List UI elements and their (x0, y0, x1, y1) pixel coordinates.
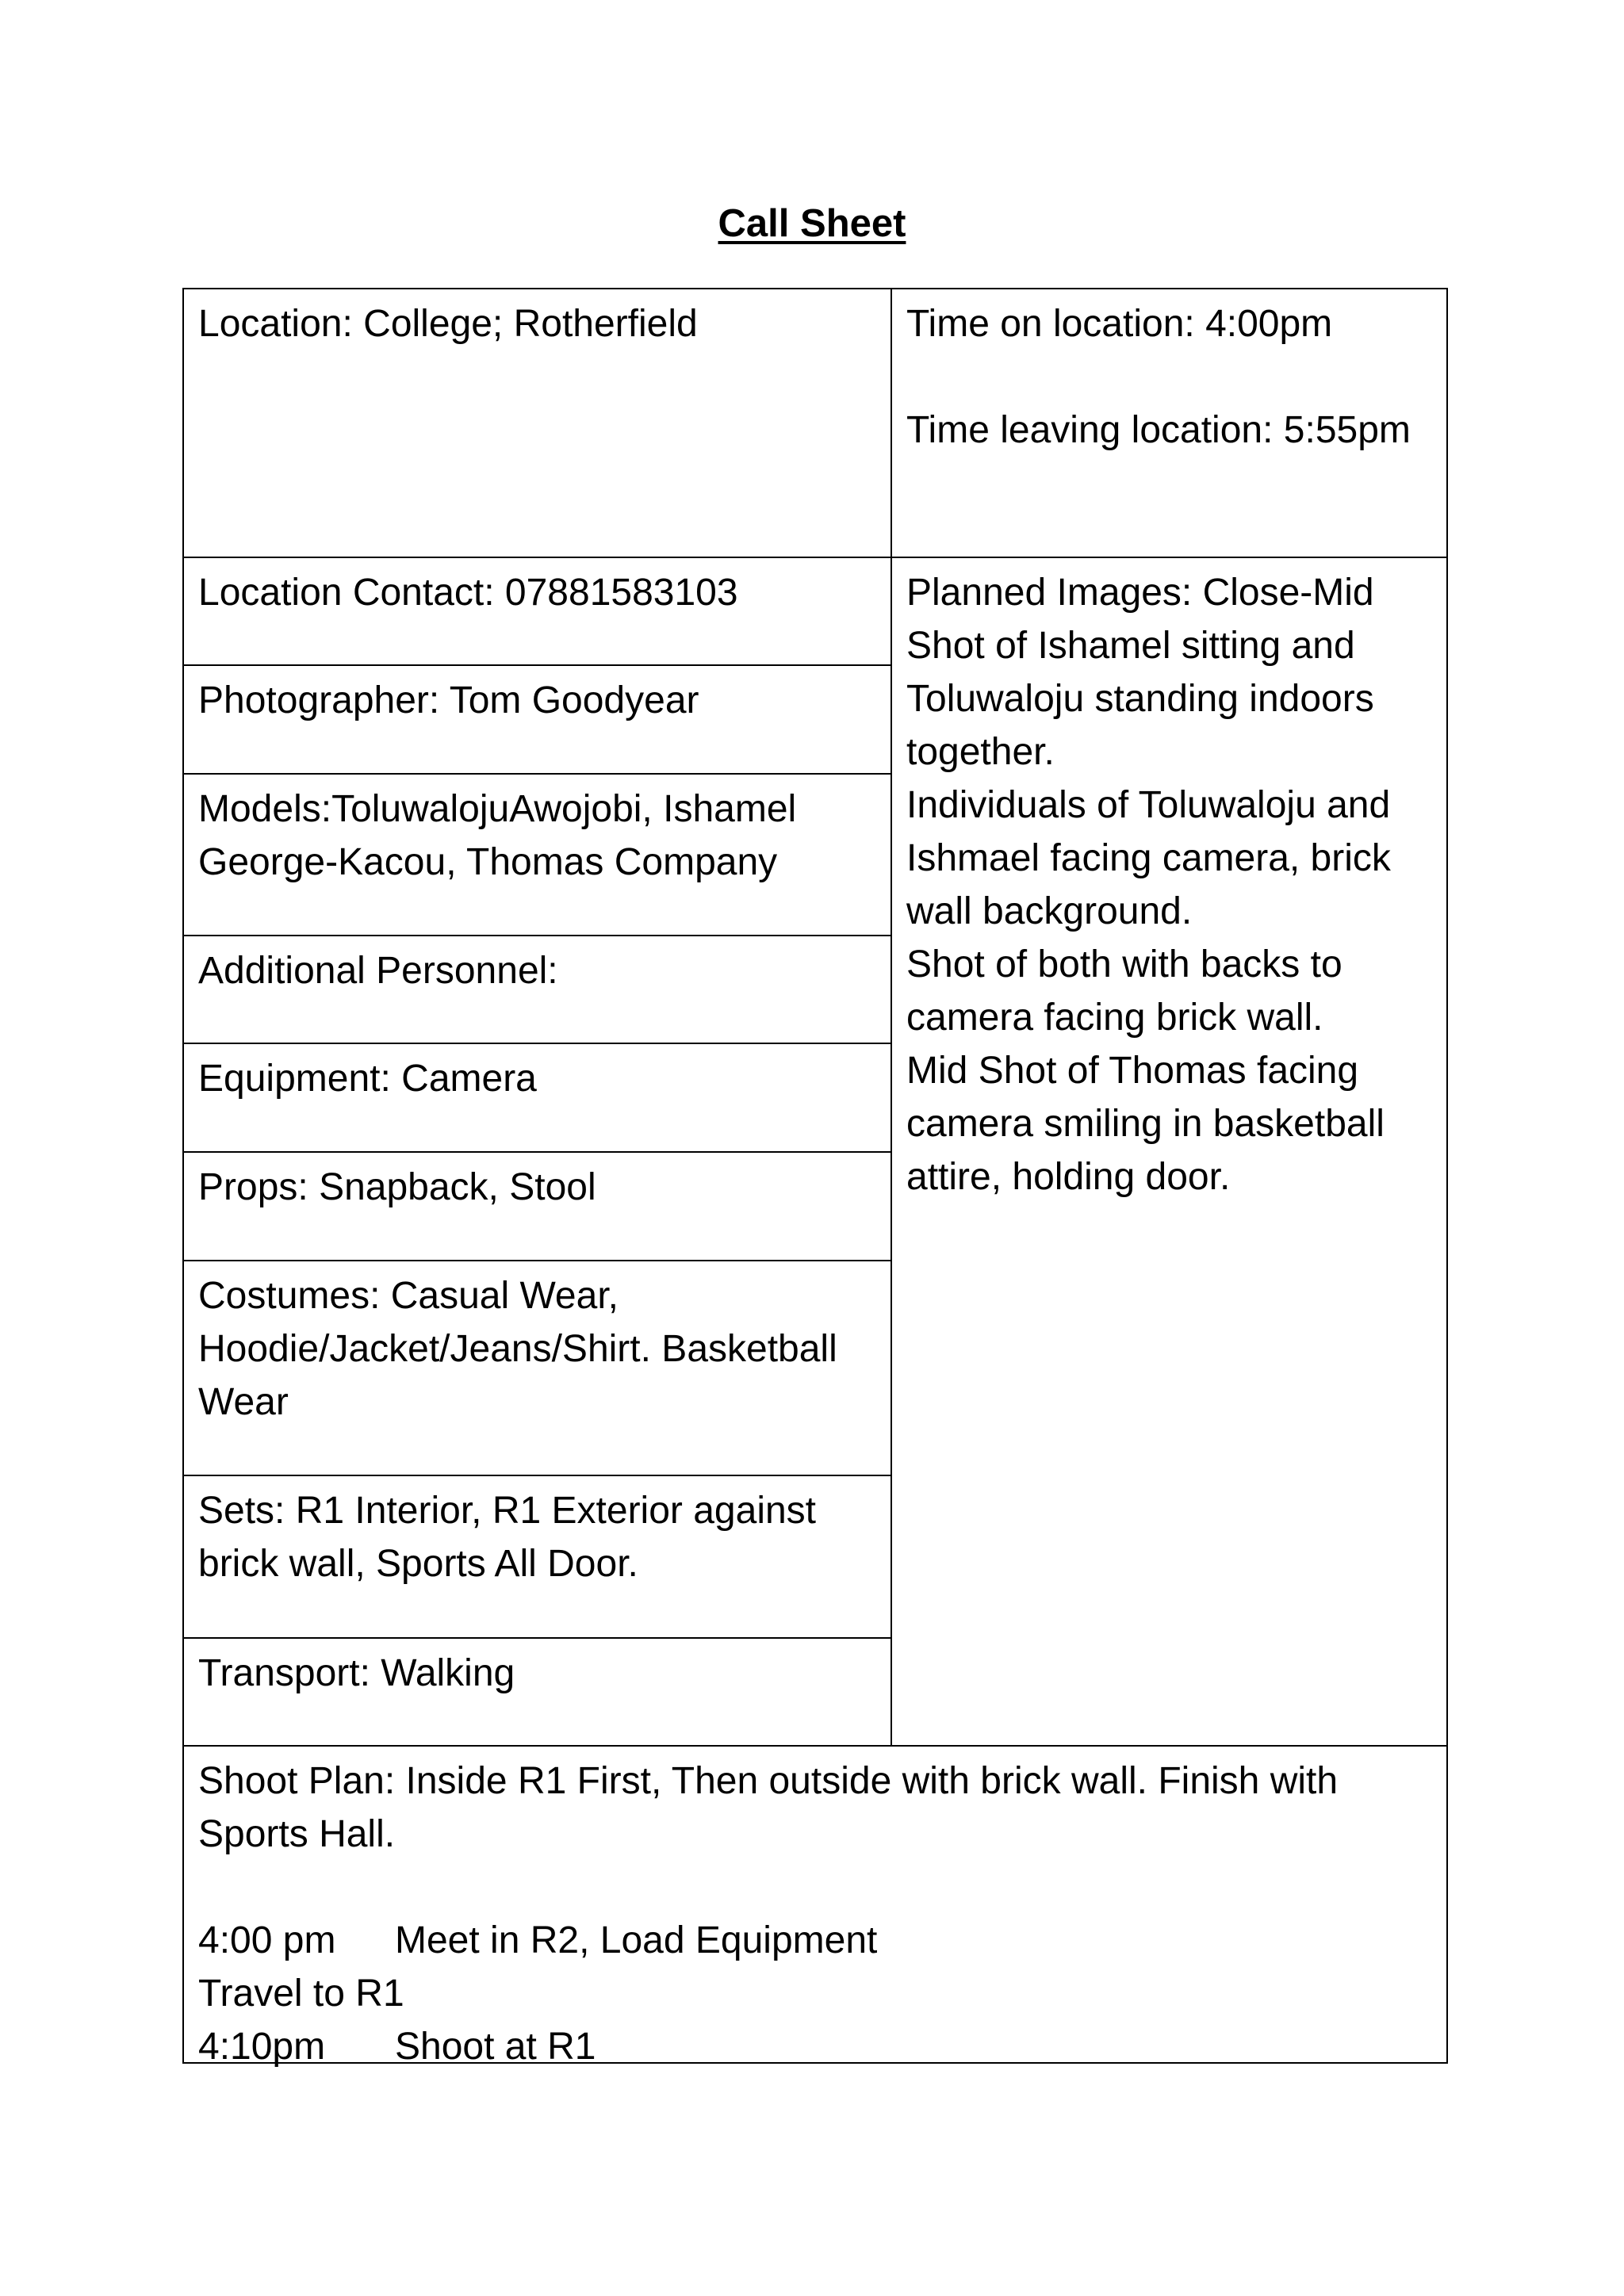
schedule-row (198, 2020, 1432, 2073)
costumes-text: Costumes: Casual Wear, Hoodie/Jacket/Jeans/Shirt. Basketball Wear (198, 1275, 837, 1423)
time-on-location-text: Time on location: 4:00pm (906, 303, 1333, 345)
props-cell (184, 1153, 891, 1260)
transport-text: Transport: Walking (198, 1652, 515, 1694)
location-text: Location: College; Rotherfield (198, 303, 698, 345)
timing-cell (892, 289, 1446, 557)
schedule-activity: Meet in R2, Load Equipment (395, 1919, 878, 1961)
planned-images-cell (892, 558, 1446, 1745)
shoot-plan-cell (184, 1747, 1446, 2068)
schedule-row (198, 1967, 1432, 2020)
props-text: Props: Snapback, Stool (198, 1166, 596, 1208)
additional-personnel-text: Additional Personnel: (198, 950, 558, 992)
models-text: Models:ToluwalojuAwojobi, Ishamel George-Kacou, Thomas Company (198, 788, 797, 883)
equipment-text: Equipment: Camera (198, 1058, 537, 1100)
shoot-plan-intro: Shoot Plan: Inside R1 First, Then outside with brick wall. Finish with Sports Hall. (198, 1760, 1339, 1855)
schedule-activity: Travel to R1 (198, 1973, 404, 2015)
schedule-time: 4:10pm (198, 2026, 326, 2068)
spacer (906, 350, 1432, 404)
additional-personnel-cell (184, 936, 891, 1043)
page-title: Call Sheet (718, 202, 906, 245)
schedule-activity: Shoot at R1 (395, 2026, 596, 2068)
photographer-cell (184, 666, 891, 773)
spacer (198, 1861, 1432, 1914)
location-contact-text: Location Contact: 07881583103 (198, 572, 738, 614)
planned-image-item: Planned Images: Close-Mid Shot of Ishamel sitting and Toluwaloju standing indoors together. (906, 572, 1374, 773)
models-cell (184, 775, 891, 935)
sets-text: Sets: R1 Interior, R1 Exterior against brick wall, Sports All Door. (198, 1490, 817, 1585)
planned-image-item: Shot of both with backs to camera facing brick wall. (906, 943, 1342, 1039)
schedule-row (198, 1914, 1432, 1967)
time-leaving-location-text: Time leaving location: 5:55pm (906, 409, 1411, 451)
planned-image-item: Individuals of Toluwaloju and Ishmael facing camera, brick wall background. (906, 784, 1391, 932)
location-cell (184, 289, 891, 557)
photographer-text: Photographer: Tom Goodyear (198, 679, 699, 721)
equipment-cell (184, 1044, 891, 1151)
call-sheet-table (182, 288, 1448, 2068)
planned-image-item: Mid Shot of Thomas facing camera smiling in basketball attire, holding door. (906, 1050, 1385, 1198)
sets-cell (184, 1476, 891, 1637)
costumes-cell (184, 1261, 891, 1475)
schedule-time: 4:00 pm (198, 1919, 336, 1961)
location-contact-cell (184, 558, 891, 664)
transport-cell (184, 1639, 891, 1745)
